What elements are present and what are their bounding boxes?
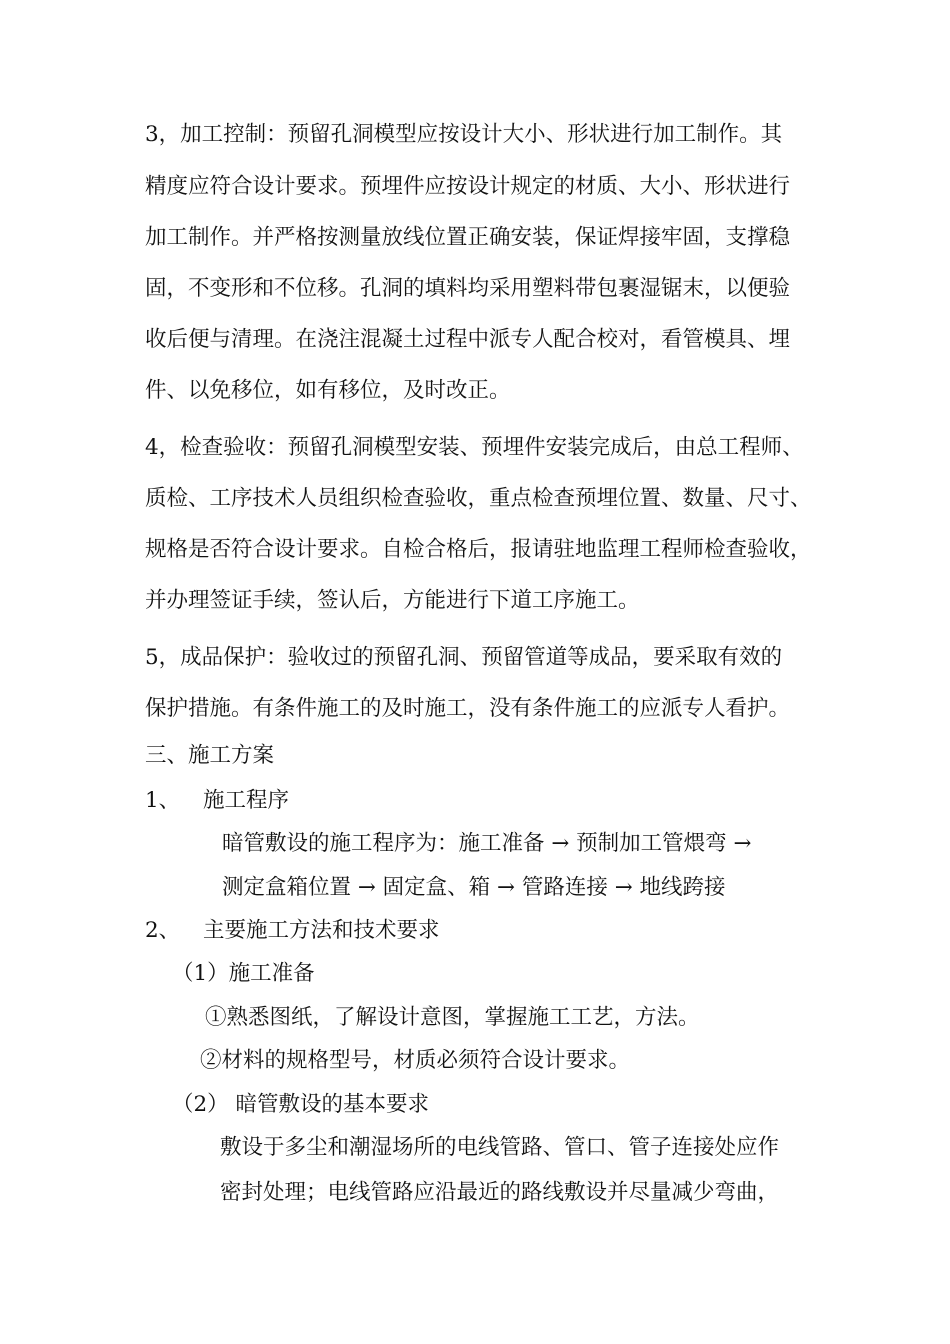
flow-line-1: 暗管敷设的施工程序为：施工准备 → 预制加工管煨弯 → <box>222 831 752 856</box>
sub1-point-1: ①熟悉图纸，了解设计意图，掌握施工工艺，方法。 <box>205 1005 700 1030</box>
para4-line-3: 规格是否符合设计要求。自检合格后，报请驻地监理工程师检查验收， <box>145 537 812 562</box>
para3-line-6: 件、以免移位，如有移位，及时改正。 <box>145 378 511 403</box>
para3-line-5: 收后便与清理。在浇注混凝土过程中派专人配合校对，看管模具、埋 <box>145 327 791 352</box>
section-heading: 三、施工方案 <box>145 743 275 768</box>
para3-line-4: 固，不变形和不位移。孔洞的填料均采用塑料带包裹湿锯末，以便验 <box>145 276 791 301</box>
para3-line-3: 加工制作。并严格按测量放线位置正确安装，保证焊接牢固，支撑稳 <box>145 225 791 250</box>
item1-title: 施工程序 <box>203 788 290 813</box>
sub2-line-1: 敷设于多尘和潮湿场所的电线管路、管口、管子连接处应作 <box>220 1135 780 1160</box>
sub1-point-2: ②材料的规格型号，材质必须符合设计要求。 <box>200 1048 631 1073</box>
sub2-line-2: 密封处理；电线管路应沿最近的路线敷设并尽量减少弯曲， <box>220 1180 780 1205</box>
para4-line-1: 4，检查验收：预留孔洞模型安装、预埋件安装完成后，由总工程师、 <box>145 435 804 460</box>
flow-line-2: 测定盒箱位置 → 固定盒、箱 → 管路连接 → 地线跨接 <box>222 875 726 900</box>
item2-number: 2、 <box>145 918 181 943</box>
item1-heading <box>145 786 289 816</box>
para4-line-4: 并办理签证手续，签认后，方能进行下道工序施工。 <box>145 588 640 613</box>
para5-line-2: 保护措施。有条件施工的及时施工，没有条件施工的应派专人看护。 <box>145 696 791 721</box>
sub1-heading: （1）施工准备 <box>172 961 315 986</box>
para3-line-1: 3，加工控制：预留孔洞模型应按设计大小、形状进行加工制作。其 <box>145 122 783 147</box>
item2-title: 主要施工方法和技术要求 <box>203 918 440 943</box>
item2-heading <box>145 916 440 946</box>
para4-line-2: 质检、工序技术人员组织检查验收，重点检查预埋位置、数量、尺寸、 <box>145 486 812 511</box>
para5-line-1: 5，成品保护：验收过的预留孔洞、预留管道等成品，要采取有效的 <box>145 645 783 670</box>
para3-line-2: 精度应符合设计要求。预埋件应按设计规定的材质、大小、形状进行 <box>145 174 791 199</box>
sub2-heading: （2） 暗管敷设的基本要求 <box>172 1092 430 1117</box>
item1-number: 1、 <box>145 788 181 813</box>
